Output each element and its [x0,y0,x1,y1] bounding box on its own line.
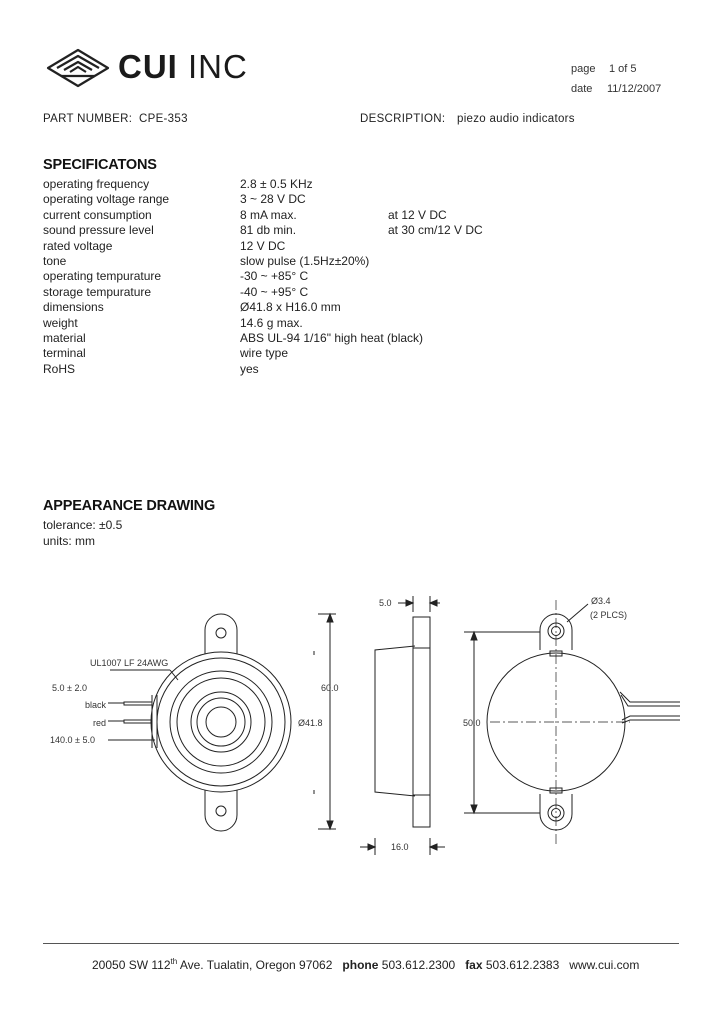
lead-length-label: 140.0 ± 5.0 [50,735,95,745]
footer-website-link[interactable]: www.cui.com [569,958,640,972]
diameter-dim-label: Ø41.8 [298,718,323,728]
height-dim-label: 60.0 [321,683,339,693]
wire-spec-label: UL1007 LF 24AWG [90,658,169,668]
specifications-title: SPECIFICATONS [43,157,157,173]
logo-mark-icon [44,46,116,88]
footer-phone: 503.612.2300 [381,958,456,972]
depth-dim-label: 16.0 [391,842,409,852]
spec-row: operating tempurature -30 ~ +85° C [43,269,309,284]
spec-row: material ABS UL-94 1/16" high heat (black) [43,331,424,345]
footer-phone-label: phone [342,958,379,972]
footer-address-sup: th [170,957,178,966]
date-label: date [571,83,593,95]
footer-rule [43,943,679,944]
page-number: 1 of 5 [609,63,637,75]
drawing-title: APPEARANCE DRAWING [43,498,216,514]
footer-contact [92,957,639,972]
hole-dim-label: Ø3.4 [591,596,611,606]
company-logo [44,46,254,88]
logo-thin-text: INC [188,48,248,85]
side-body [375,646,415,796]
black-wire-label: black [85,700,107,710]
spec-row: terminal wire type [43,346,289,361]
spec-row: operating frequency 2.8 ± 0.5 KHz [43,177,313,191]
tolerance-text: tolerance: ±0.5 [43,518,123,532]
spec-row: operating voltage range 3 ~ 28 V DC [43,192,306,207]
part-number-value: CPE-353 [139,113,188,125]
spec-row: weight 14.6 g max. [43,315,303,330]
logo-wordmark [118,48,248,86]
spec-row: RoHS yes [43,361,259,376]
date-value: 11/12/2007 [607,83,662,95]
spec-row: sound pressure level 81 db min. at 30 cm/12 V DC [43,223,483,238]
footer-fax-label: fax [465,958,483,972]
strip-length-label: 5.0 ± 2.0 [52,683,87,693]
width-dim-label: 50.0 [463,718,481,728]
description-label: DESCRIPTION: [360,113,446,125]
appearance-drawing [0,570,720,860]
hole-count-label: (2 PLCS) [590,610,628,620]
page-label: page [571,63,596,75]
spec-row: tone slow pulse (1.5Hz±20%) [43,254,370,268]
spec-row: storage tempurature -40 ~ +95° C [43,284,309,299]
units-text: units: mm [43,534,96,548]
spec-row: rated voltage 12 V DC [43,238,286,253]
footer-fax: 503.612.2383 [485,958,560,972]
part-number-label: PART NUMBER: [43,113,133,125]
spec-row: current consumption 8 mA max. at 12 V DC [43,207,447,222]
side-view [360,596,445,855]
footer-address-city: Ave. Tualatin, Oregon 97062 [177,958,333,972]
back-view [464,600,680,845]
footer-address-street: 20050 SW 112 [92,958,171,972]
spec-row: dimensions Ø41.8 x H16.0 mm [43,300,341,315]
logo-bold-text: CUI [118,48,178,85]
description-value: piezo audio indicators [457,113,575,125]
flange-dim-label: 5.0 [379,598,392,608]
red-wire-label: red [93,718,107,728]
